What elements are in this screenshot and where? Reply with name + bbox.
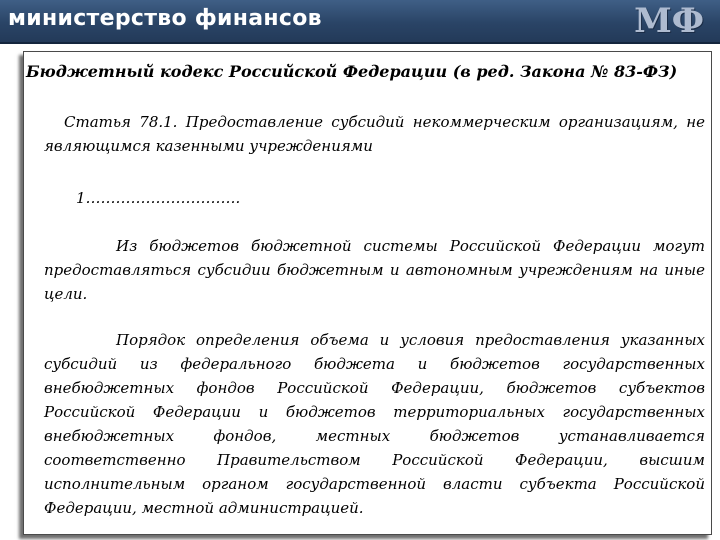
document-title: Бюджетный кодекс Российской Федерации (в ред. Закона № 83-ФЗ) xyxy=(26,62,678,81)
document-frame xyxy=(23,51,712,535)
item-number: 1…………………………. xyxy=(76,189,241,207)
paragraph-procedure: Порядок определения объема и условия предоставления указанных субсидий из федерального бюджета и бюджетов государственных внебюджетных фондов Российской Федерации, бюджетов субъектов Российской Федерации и бюджетов территориальных государственных внебюджетных фондов, местных бюджетов устанавливается соответственно Правительством Российской Федерации, высшим исполнительным органом государственной власти субъекта Российской Федерации, местной администрацией. xyxy=(44,331,705,517)
article-heading: Статья 78.1. Предоставление субсидий некоммерческим организациям, не являющимся казенными учреждениями xyxy=(44,113,705,155)
header-banner xyxy=(0,0,720,44)
ministry-logo-icon: МФ xyxy=(634,1,704,41)
paragraph-subsidies: Из бюджетов бюджетной системы Российской Федерации могут предоставляться субсидии бюджетным и автономным учреждениям на иные цели. xyxy=(44,237,705,303)
ministry-title: министерство финансов xyxy=(8,6,322,31)
